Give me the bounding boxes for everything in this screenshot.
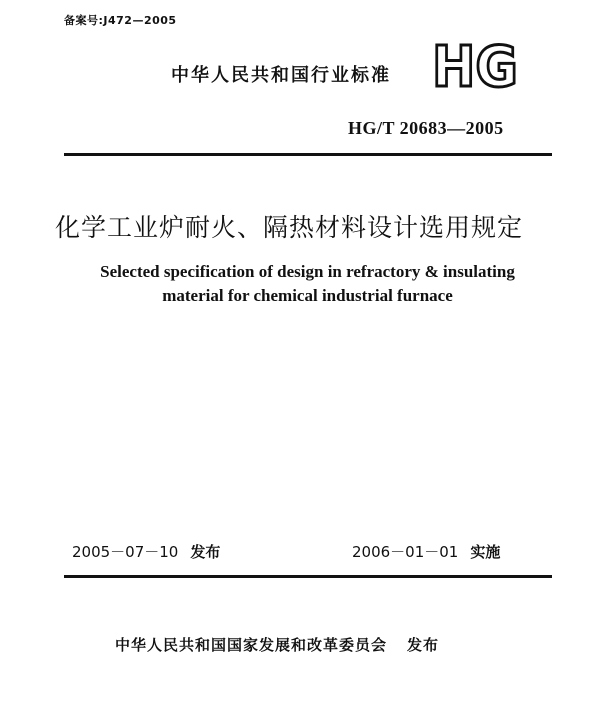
issuer-block [115,634,439,655]
publish-date-block [72,541,220,562]
issuer-name: 中华人民共和国国家发展和改革委员会 [115,636,388,654]
publish-date: 2005－07－10 [72,543,179,561]
bottom-divider [64,575,552,578]
standard-number: HG/T 20683—2005 [348,118,504,138]
standard-category: 中华人民共和国行业标准 [171,65,391,86]
title-english-line2: material for chemical industrial furnace [162,286,453,305]
title-english-line1: Selected specification of design in refractory & insulating [100,262,515,281]
hg-logo-text: HG [432,40,518,90]
implement-date-block [352,541,500,562]
implement-label: 实施 [470,543,501,561]
implement-date: 2006－01－01 [352,543,459,561]
record-number: 备案号:J472—2005 [64,14,177,27]
title-chinese: 化学工业炉耐火、隔热材料设计选用规定 [55,213,524,242]
publish-label: 发布 [190,543,221,561]
issuer-label: 发布 [407,636,440,654]
top-divider [64,153,552,156]
hg-logo [432,40,520,90]
